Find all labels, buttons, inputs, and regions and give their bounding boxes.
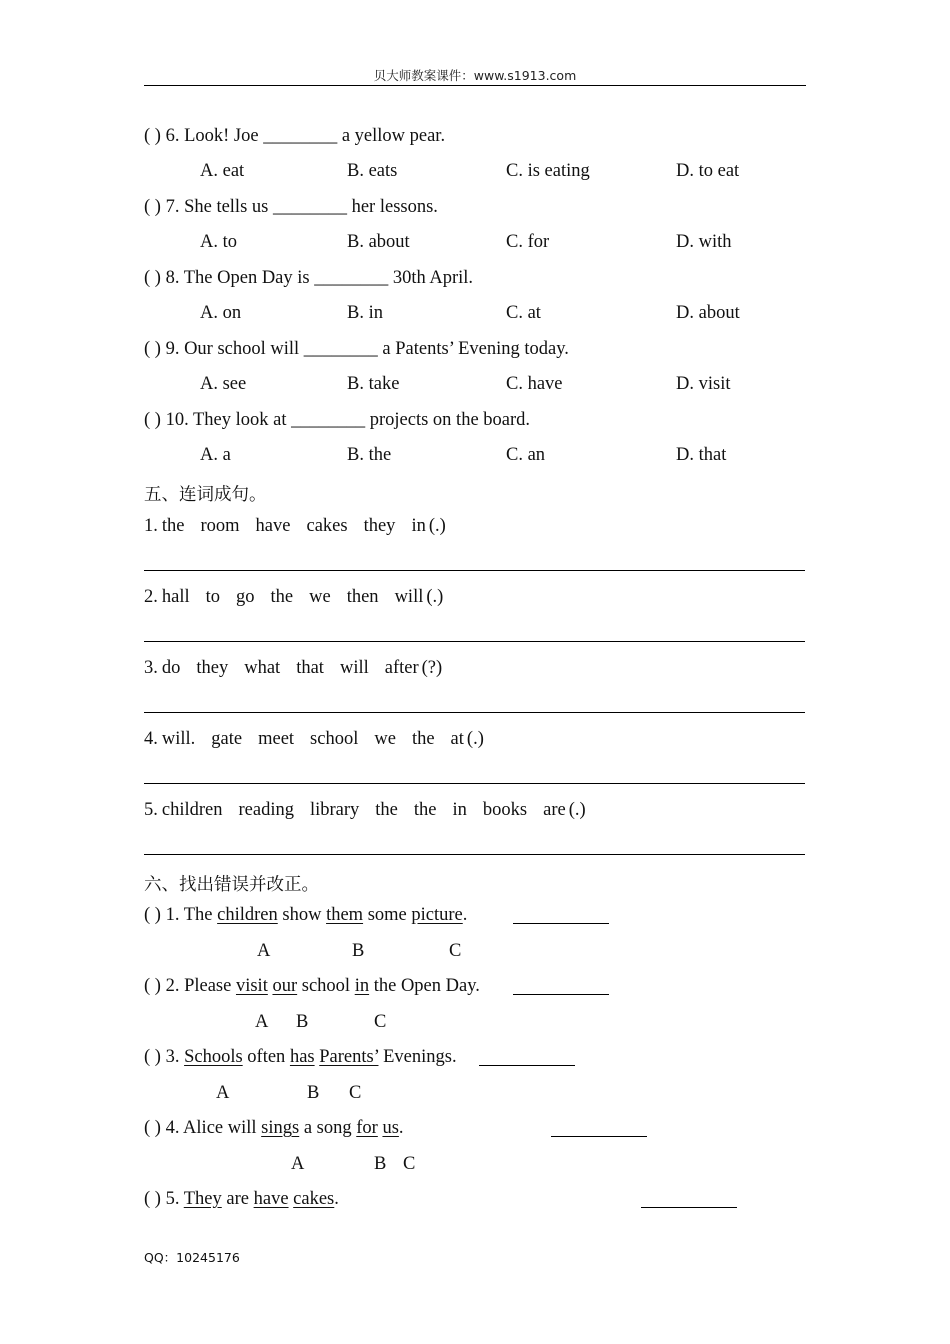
label-c: C bbox=[374, 1012, 387, 1032]
option: D. to eat bbox=[676, 161, 740, 181]
option: C. at bbox=[506, 303, 541, 323]
question-8: ( ) 8. The Open Day is ________ 30th April. bbox=[144, 268, 474, 288]
label-c: C bbox=[449, 941, 462, 961]
option: C. an bbox=[506, 445, 546, 465]
correction-blank[interactable] bbox=[513, 905, 609, 924]
option: D. with bbox=[676, 232, 732, 252]
label-b: B bbox=[296, 1012, 309, 1032]
sentence-item-2: 2. hall to go the we then will (.) bbox=[144, 587, 444, 607]
label-a: A bbox=[257, 941, 271, 961]
error-item-4: ( ) 4. Alice will sings a song for us. bbox=[144, 1118, 404, 1138]
label-b: B bbox=[374, 1154, 387, 1174]
sentence-item-3: 3. do they what that will after (?) bbox=[144, 658, 443, 678]
label-b: B bbox=[352, 941, 365, 961]
label-c: C bbox=[349, 1083, 362, 1103]
error-item-3: ( ) 3. Schools often has Parents’ Evenings. bbox=[144, 1047, 457, 1067]
correction-blank[interactable] bbox=[479, 1047, 575, 1066]
question-9: ( ) 9. Our school will ________ a Patents’ Evening today. bbox=[144, 339, 569, 359]
answer-line[interactable] bbox=[144, 641, 805, 642]
correction-blank[interactable] bbox=[641, 1189, 737, 1208]
option: B. in bbox=[347, 303, 383, 323]
option: B. the bbox=[347, 445, 392, 465]
option: A. on bbox=[200, 303, 242, 323]
header-rule bbox=[144, 85, 806, 86]
label-b: B bbox=[307, 1083, 320, 1103]
section5-title: 五、连词成句。 bbox=[144, 485, 267, 505]
option: B. take bbox=[347, 374, 400, 394]
correction-blank[interactable] bbox=[513, 976, 609, 995]
option: D. that bbox=[676, 445, 727, 465]
label-a: A bbox=[216, 1083, 230, 1103]
answer-line[interactable] bbox=[144, 570, 805, 571]
label-a: A bbox=[291, 1154, 305, 1174]
question-10: ( ) 10. They look at ________ projects on the board. bbox=[144, 410, 531, 430]
option: A. eat bbox=[200, 161, 245, 181]
error-item-5: ( ) 5. They are have cakes. bbox=[144, 1189, 339, 1209]
answer-line[interactable] bbox=[144, 712, 805, 713]
option: C. have bbox=[506, 374, 563, 394]
option: A. to bbox=[200, 232, 237, 252]
option: C. is eating bbox=[506, 161, 590, 181]
option: D. visit bbox=[676, 374, 731, 394]
answer-line[interactable] bbox=[144, 854, 805, 855]
option: A. see bbox=[200, 374, 247, 394]
question-7: ( ) 7. She tells us ________ her lessons. bbox=[144, 197, 438, 217]
sentence-item-1: 1. the room have cakes they in (.) bbox=[144, 516, 446, 536]
sentence-item-4: 4. will. gate meet school we the at (.) bbox=[144, 729, 484, 749]
answer-line[interactable] bbox=[144, 783, 805, 784]
option: B. eats bbox=[347, 161, 398, 181]
option: D. about bbox=[676, 303, 740, 323]
sentence-item-5: 5. children reading library the the in books are (.) bbox=[144, 800, 586, 820]
error-item-2: ( ) 2. Please visit our school in the Open Day. bbox=[144, 976, 480, 996]
page-header: 贝大师教案课件：www.s1913.com bbox=[373, 68, 577, 83]
error-item-1: ( ) 1. The children show them some picture. bbox=[144, 905, 468, 925]
option: B. about bbox=[347, 232, 410, 252]
label-a: A bbox=[255, 1012, 269, 1032]
section6-title: 六、找出错误并改正。 bbox=[144, 875, 319, 895]
question-6: ( ) 6. Look! Joe ________ a yellow pear. bbox=[144, 126, 446, 146]
label-c: C bbox=[403, 1154, 416, 1174]
option: A. a bbox=[200, 445, 231, 465]
correction-blank[interactable] bbox=[551, 1118, 647, 1137]
page-footer: QQ：10245176 bbox=[144, 1250, 240, 1265]
option: C. for bbox=[506, 232, 550, 252]
